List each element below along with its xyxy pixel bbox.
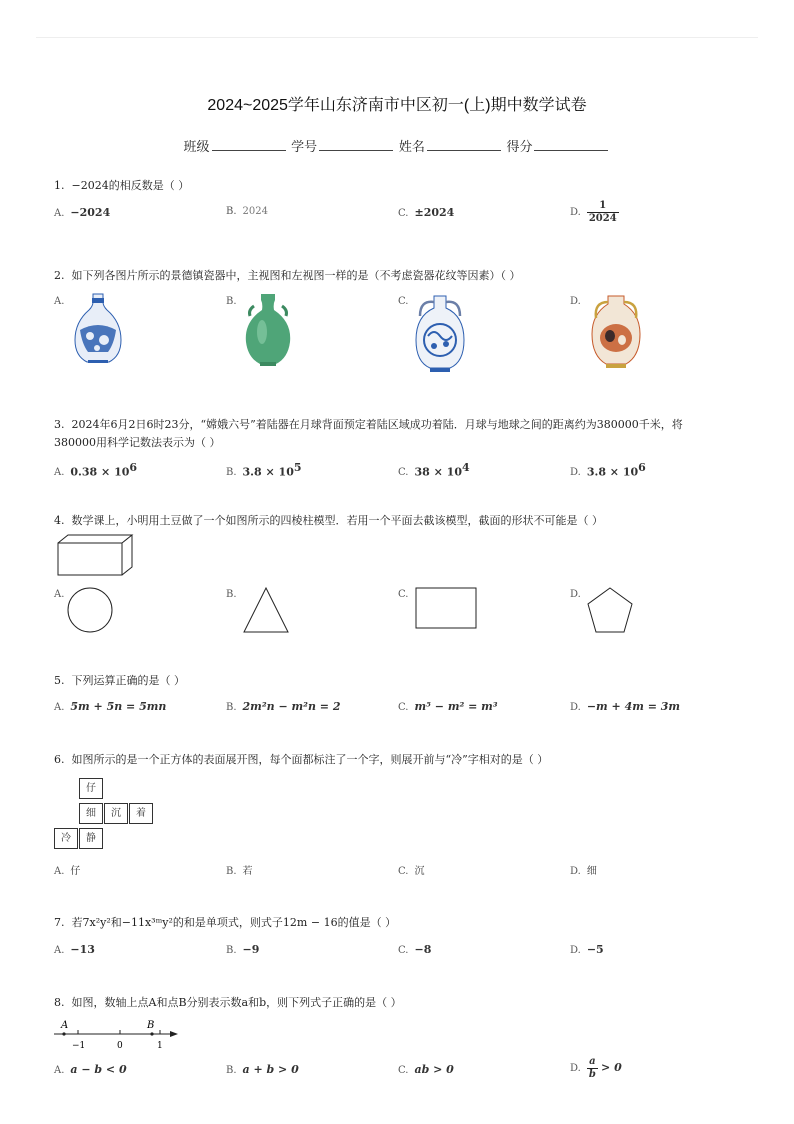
vase-d-image[interactable]: [588, 292, 644, 372]
question-3: [54, 416, 683, 434]
denominator: 2024: [588, 213, 617, 224]
tick-label-one: 1: [157, 1041, 163, 1051]
option-value: −5: [586, 943, 604, 956]
option-a[interactable]: [54, 296, 70, 307]
question-number: 3.: [54, 418, 65, 431]
option-value: ab > 0: [414, 1063, 454, 1076]
option-value: 0.38 × 10: [70, 465, 130, 479]
question-7: [54, 914, 396, 932]
option-label: B.: [226, 296, 237, 307]
net-cell-middle-3: 着: [129, 803, 153, 824]
option-value: 3.8 × 10: [242, 465, 294, 479]
question-text: 如下列各图片所示的景德镇瓷器中，主视图和左视图一样的是（不考虑瓷器花纹等因素）（ ）: [71, 269, 521, 282]
question-number: 2.: [54, 269, 65, 282]
score-label: 得分: [506, 139, 533, 154]
option-a[interactable]: [54, 461, 137, 478]
option-value: −13: [70, 943, 95, 956]
option-exponent: 5: [293, 461, 302, 474]
page-title: 2024~2025学年山东济南市中区初一(上)期中数学试卷: [207, 97, 587, 114]
option-value: 3.8 × 10: [586, 465, 639, 479]
net-cell-top: 仔: [79, 778, 103, 799]
option-label: D.: [570, 945, 581, 956]
question-number: 6.: [54, 753, 65, 766]
question-number: 8.: [54, 996, 65, 1009]
prism-figure: [56, 533, 136, 579]
option-value: a + b > 0: [242, 1063, 299, 1076]
question-text: −2024的相反数是（ ）: [71, 179, 190, 192]
fraction: [587, 200, 619, 225]
denominator: b: [588, 1069, 596, 1080]
option-a[interactable]: [54, 862, 80, 877]
option-d[interactable]: [570, 862, 597, 877]
question-text: 数学课上，小明用土豆做了一个如图所示的四棱柱模型．若用一个平面去截该模型，截面的形状不可能是（ ）: [71, 514, 603, 527]
option-exponent: 6: [129, 461, 138, 474]
option-d[interactable]: [570, 461, 646, 478]
option-b[interactable]: [226, 1063, 299, 1076]
numerator: 1: [587, 200, 619, 213]
option-c[interactable]: [398, 589, 414, 600]
option-label: D.: [570, 467, 581, 479]
vase-b-image[interactable]: [240, 292, 296, 368]
question-6: [54, 751, 548, 769]
pentagon-shape[interactable]: [586, 586, 634, 636]
option-label: A.: [54, 866, 65, 877]
option-d[interactable]: [570, 200, 619, 225]
option-a[interactable]: [54, 206, 110, 219]
option-label: C.: [398, 702, 409, 713]
option-label: A.: [54, 945, 65, 956]
point-a-label: A: [61, 1020, 69, 1031]
question-2: [54, 267, 521, 285]
net-cell-middle-1: 细: [79, 803, 103, 824]
question-text: 如图，数轴上点A和点B分别表示数a和b，则下列式子正确的是（ ）: [71, 996, 402, 1009]
top-rule: [36, 37, 758, 38]
option-value: 5m + 5n = 5mn: [70, 700, 167, 713]
option-label: B.: [226, 702, 237, 713]
option-c[interactable]: [398, 1063, 454, 1076]
option-label: D.: [570, 866, 581, 877]
option-label: C.: [398, 296, 409, 307]
point-b-label: B: [147, 1020, 155, 1031]
option-label: A.: [54, 702, 65, 713]
rectangle-shape[interactable]: [414, 586, 480, 630]
id-blank[interactable]: [319, 138, 393, 151]
option-c[interactable]: [398, 862, 424, 877]
option-value: −m + 4m = 3m: [586, 700, 681, 713]
class-blank[interactable]: [212, 138, 286, 151]
id-label: 学号: [291, 139, 318, 154]
fraction: [587, 1056, 598, 1081]
option-value: 38 × 10: [414, 465, 462, 479]
name-blank[interactable]: [427, 138, 501, 151]
option-d[interactable]: [570, 943, 604, 956]
option-value: m⁵ − m² = m³: [414, 700, 498, 713]
class-label: 班级: [183, 139, 210, 154]
question-text: 下列运算正确的是（ ）: [71, 674, 185, 687]
number-line-figure: [52, 1016, 182, 1052]
option-b[interactable]: [226, 206, 268, 217]
question-text: 如图所示的是一个正方体的表面展开图，每个面都标注了一个字，则展开前与“冷”字相对的是（ ）: [71, 753, 549, 766]
option-value: 若: [242, 866, 253, 877]
option-b[interactable]: [226, 589, 243, 600]
question-3-continued: [54, 434, 221, 452]
option-a[interactable]: [54, 943, 95, 956]
option-label: C.: [398, 208, 409, 219]
option-b[interactable]: [226, 461, 302, 478]
option-b[interactable]: [226, 943, 259, 956]
name-label: 姓名: [398, 139, 425, 154]
option-value: −2024: [70, 206, 111, 219]
option-label: A.: [54, 467, 65, 479]
option-label: D.: [570, 589, 581, 600]
question-text-line-2: 380000用科学记数法表示为（ ）: [54, 436, 221, 449]
question-text-line-1: 2024年6月2日6时23分，“嫦娥六号”着陆器在月球背面预定着陆区域成功着陆．月球与地球之间的距离约为380000千米，将: [71, 418, 683, 431]
option-c[interactable]: [398, 461, 470, 478]
vase-c-image[interactable]: [412, 292, 468, 376]
question-5: [54, 672, 185, 690]
option-label: C.: [398, 467, 409, 479]
option-label: C.: [398, 945, 409, 956]
option-label: D.: [570, 1063, 581, 1074]
option-b[interactable]: [226, 700, 341, 713]
question-number: 1.: [54, 179, 65, 192]
option-a[interactable]: [54, 1063, 127, 1076]
option-b[interactable]: [226, 862, 253, 877]
option-value: 2024: [242, 206, 268, 217]
question-text: 若7x²y²和−11x³ᵐy²的和是单项式，则式子12m − 16的值是（ ）: [71, 916, 397, 929]
question-4: [54, 512, 603, 530]
option-label: B.: [226, 467, 237, 479]
option-value: −9: [242, 943, 260, 956]
option-value: > 0: [601, 1061, 622, 1074]
option-label: A.: [54, 296, 65, 307]
net-cell-middle-2: 沉: [104, 803, 128, 824]
circle-shape[interactable]: [66, 586, 116, 634]
tick-label-zero: 0: [117, 1041, 123, 1051]
option-d[interactable]: [570, 296, 587, 307]
option-value: ±2024: [414, 206, 455, 219]
option-d[interactable]: [570, 589, 587, 600]
question-number: 4.: [54, 514, 65, 527]
option-c[interactable]: [398, 943, 431, 956]
option-label: C.: [398, 866, 409, 877]
option-label: B.: [226, 866, 237, 877]
option-c[interactable]: [398, 700, 498, 713]
option-d[interactable]: [570, 1056, 622, 1081]
net-cell-bottom-2: 静: [79, 828, 103, 849]
option-value: 沉: [414, 866, 425, 877]
numerator: a: [587, 1056, 598, 1069]
score-blank[interactable]: [534, 138, 608, 151]
question-8: [54, 994, 402, 1012]
question-1: [54, 177, 189, 195]
option-a[interactable]: [54, 700, 166, 713]
option-exponent: 6: [638, 461, 646, 474]
option-label: B.: [226, 945, 237, 956]
option-label: C.: [398, 589, 409, 600]
option-label: A.: [54, 1065, 65, 1076]
option-label: A.: [54, 589, 65, 600]
option-label: A.: [54, 208, 65, 219]
question-number: 5.: [54, 674, 65, 687]
option-value: 细: [586, 866, 597, 877]
option-value: a − b < 0: [70, 1063, 127, 1076]
vase-a-image[interactable]: [70, 292, 126, 364]
option-exponent: 4: [461, 461, 470, 474]
option-value: −8: [414, 943, 432, 956]
option-value: 仔: [70, 866, 81, 877]
option-label: B.: [226, 1065, 237, 1076]
option-label: B.: [226, 589, 237, 600]
option-label: D.: [570, 207, 581, 218]
tick-label-neg-one: −1: [72, 1041, 86, 1051]
option-label: D.: [570, 702, 581, 713]
option-label: B.: [226, 206, 237, 217]
option-label: D.: [570, 296, 581, 307]
triangle-shape[interactable]: [242, 586, 292, 636]
option-d[interactable]: [570, 700, 680, 713]
student-info-line: [0, 136, 794, 155]
option-c[interactable]: [398, 206, 454, 219]
option-label: C.: [398, 1065, 409, 1076]
net-cell-bottom-1: 冷: [54, 828, 78, 849]
option-value: 2m²n − m²n = 2: [242, 700, 341, 713]
question-number: 7.: [54, 916, 65, 929]
